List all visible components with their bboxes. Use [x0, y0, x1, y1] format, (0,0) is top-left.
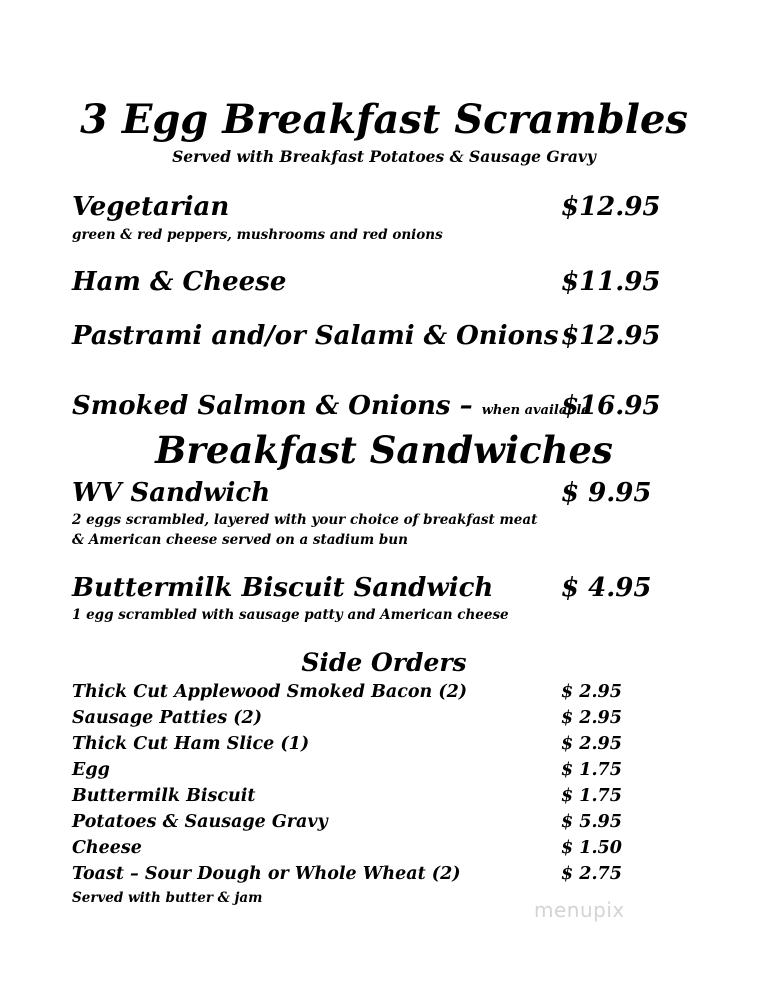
- side-item-name: Thick Cut Ham Slice (1): [72, 734, 310, 754]
- menu-item-name: Ham & Cheese: [72, 267, 287, 297]
- side-item-price: $ 1.50: [561, 838, 622, 858]
- side-item-price: $ 1.75: [561, 786, 622, 806]
- side-item-price: $ 2.95: [561, 708, 622, 728]
- menu-item-price: $ 9.95: [561, 478, 652, 508]
- availability-note: when available: [481, 403, 590, 418]
- menu-item-description: 2 eggs scrambled, layered with your choice of breakfast meat: [72, 512, 538, 528]
- toast-note: Served with butter & jam: [72, 890, 263, 906]
- menu-item-description: & American cheese served on a stadium bun: [72, 532, 408, 548]
- side-item-name: Thick Cut Applewood Smoked Bacon (2): [72, 682, 468, 702]
- side-item-price: $ 2.95: [561, 682, 622, 702]
- menu-item-price: $11.95: [561, 267, 661, 297]
- scrambles-subtitle: Served with Breakfast Potatoes & Sausage Gravy: [172, 147, 596, 166]
- side-item-name: Sausage Patties (2): [72, 708, 263, 728]
- side-item-price: $ 2.95: [561, 734, 622, 754]
- menu-item-description: green & red peppers, mushrooms and red onions: [72, 227, 443, 243]
- side-item-name: Toast – Sour Dough or Whole Wheat (2): [72, 864, 461, 884]
- side-item-name: Buttermilk Biscuit: [72, 786, 256, 806]
- side-item-name: Egg: [72, 760, 110, 780]
- menu-item-price: $12.95: [561, 192, 661, 222]
- menu-item-name: WV Sandwich: [72, 478, 271, 508]
- sides-title: Side Orders: [301, 648, 467, 677]
- menu-item-price: $16.95: [561, 391, 661, 421]
- side-item-price: $ 1.75: [561, 760, 622, 780]
- scrambles-title: 3 Egg Breakfast Scrambles: [80, 96, 688, 143]
- menu-item-price: $ 4.95: [561, 573, 652, 603]
- sandwiches-title: Breakfast Sandwiches: [155, 428, 613, 472]
- menupix-watermark: menupix: [534, 898, 625, 922]
- menu-item-name: Buttermilk Biscuit Sandwich: [72, 573, 494, 603]
- menu-item-name: Vegetarian: [72, 192, 230, 222]
- side-item-price: $ 5.95: [561, 812, 622, 832]
- side-item-name: Cheese: [72, 838, 142, 858]
- menu-item-price: $12.95: [561, 321, 661, 351]
- side-item-name: Potatoes & Sausage Gravy: [72, 812, 328, 832]
- menu-item-name: Smoked Salmon & Onions –: [72, 391, 473, 421]
- menu-item-row: [72, 391, 590, 421]
- menu-item-name: Pastrami and/or Salami & Onions: [72, 321, 559, 351]
- side-item-price: $ 2.75: [561, 864, 622, 884]
- menu-item-description: 1 egg scrambled with sausage patty and American cheese: [72, 607, 509, 623]
